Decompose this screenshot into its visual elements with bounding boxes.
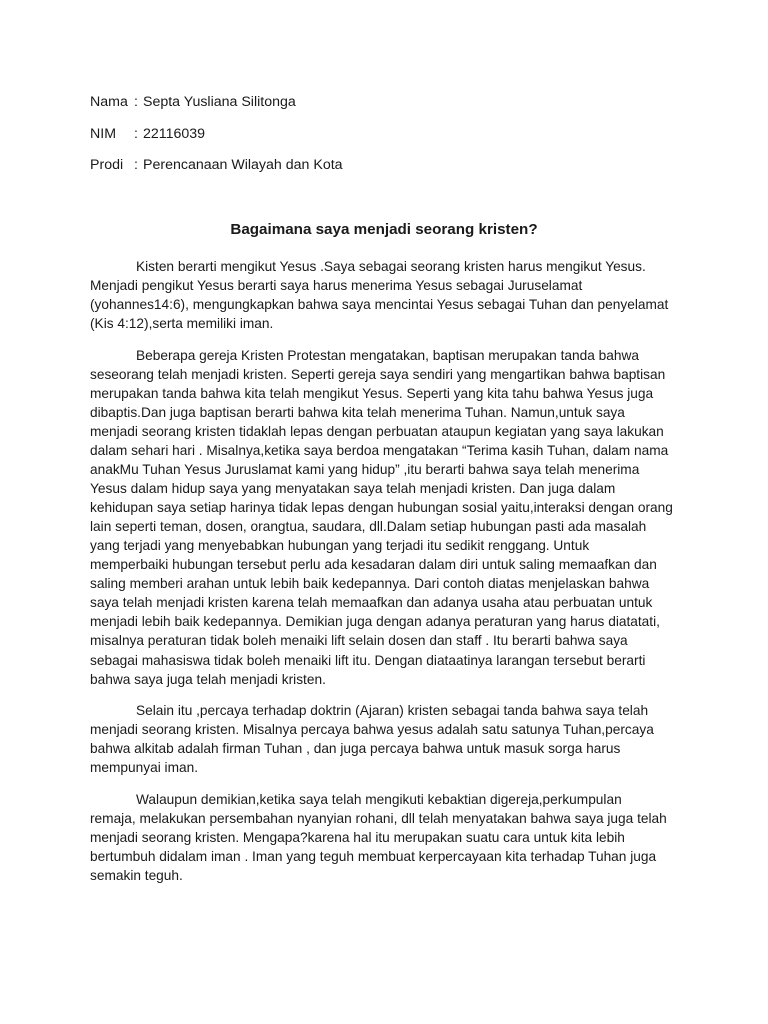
paragraph-line: kehidupan saya setiap harinya tidak lepas dengan hubungan sosial yaitu,interaksi dengan orang (90, 500, 673, 516)
paragraph-line: Beberapa gereja Kristen Protestan mengatakan, baptisan merupakan tanda bahwa (136, 347, 639, 363)
paragraph-line: anakMu Tuhan Yesus Juruslamat kami yang hidup” ,itu berarti bahwa saya telah menerima (90, 462, 640, 478)
prodi-label: Prodi (90, 157, 124, 173)
paragraph-line: saling memberi arahan untuk lebih baik kedepannya. Dari contoh diatas menjelaskan bahwa (90, 576, 650, 592)
paragraph-line: dalam sehari hari . Misalnya,ketika saya berdoa mengatakan “Terima kasih Tuhan, dalam nama (90, 443, 669, 459)
paragraph-line: remaja, melakukan persembahan nyanyian rohani, dll telah menyatakan bahwa saya juga telah (90, 811, 667, 827)
paragraph-line: dibaptis.Dan juga baptisan berarti bahwa kita telah menerima Tuhan. Namun,untuk saya (90, 404, 625, 420)
paragraph-line: bahwa saya juga telah menjadi kristen. (90, 671, 326, 687)
paragraph-line: yang terjadi yang menyebabkan hubungan yang terjadi itu sedikit renggang. Untuk (90, 538, 590, 554)
paragraph-line: menjadi seorang kristen. Misalnya percaya bahwa yesus adalah satu satunya Tuhan,percaya (90, 722, 654, 738)
name-row (90, 93, 650, 112)
paragraph-line: mempunyai iman. (90, 760, 199, 776)
paragraph-line: Selain itu ,percaya terhadap doktrin (Ajaran) kristen sebagai tanda bahwa saya telah (136, 703, 649, 719)
paragraph-line: saya telah menjadi kristen karena telah memaafkan dan adanya usaha atau perbuatan untuk (90, 595, 653, 611)
paragraph-line: Kisten berarti mengikut Yesus .Saya sebagai seorang kristen harus mengikut Yesus. (136, 259, 646, 274)
paragraph-4 (90, 790, 680, 885)
paragraph-line: seseorang telah menjadi kristen. Seperti gereja saya sendiri yang mengartikan bahwa baptisan (90, 366, 666, 382)
essay-body (90, 257, 680, 898)
paragraph-line: misalnya peraturan tidak boleh menaiki lift selain dosen dan staff . Itu berarti bahwa saya (90, 633, 628, 649)
nim-separator: : (134, 125, 138, 142)
nim-row (90, 125, 650, 144)
paragraph-1 (90, 257, 680, 333)
student-info-block (90, 93, 650, 188)
essay-title: Bagaimana saya menjadi seorang kristen? (230, 221, 538, 238)
paragraph-line: bertumbuh didalam iman . Iman yang teguh membuat kerpercayaan kita terhadap Tuhan juga (90, 849, 657, 865)
paragraph-line: bahwa alkitab adalah firman Tuhan , dan juga percaya bahwa untuk masuk sorga harus (90, 741, 621, 757)
paragraph-line: Yesus dalam hidup saya yang menyatakan saya telah menjadi kristen. Dan juga dalam (90, 481, 616, 497)
prodi-value: Perencanaan Wilayah dan Kota (143, 157, 343, 173)
paragraph-line: memperbaiki hubungan tersebut perlu ada kesadaran dalam diri untuk saling memaafkan dan (90, 557, 657, 573)
paragraph-line: semakin teguh. (90, 868, 183, 884)
prodi-separator: : (134, 157, 138, 173)
name-separator: : (134, 94, 138, 110)
nim-label: NIM (90, 125, 117, 142)
paragraph-line: sebagai mahasiswa tidak boleh menaiki lift itu. Dengan diataatinya larangan tersebut berarti (90, 652, 646, 668)
prodi-row (90, 156, 650, 175)
name-label: Nama (90, 94, 128, 110)
paragraph-line: (Kis 4:12),serta memiliki iman. (90, 316, 274, 332)
paragraph-line: menjadi seorang kristen tidaklah lepas dengan perbuatan ataupun kegiatan yang saya lakukan (90, 423, 664, 439)
paragraph-3 (90, 701, 680, 777)
paragraph-line: menjadi seorang kristen. Mengapa?karena hal itu merupakan suatu cara untuk kita lebih (90, 830, 625, 846)
name-value: Septa Yusliana Silitonga (143, 94, 296, 110)
nim-value: 22116039 (143, 125, 206, 142)
paragraph-line: merupakan tanda bahwa kita telah mengikut Yesus. Seperti yang kita tahu bahwa Yesus juga (90, 385, 654, 401)
paragraph-line: Walaupun demikian,ketika saya telah mengikuti kebaktian digereja,perkumpulan (136, 792, 622, 807)
paragraph-line: (yohannes14:6), mengungkapkan bahwa saya mencintai Yesus sebagai Tuhan dan penyelamat (90, 297, 669, 313)
paragraph-line: menjadi lebih baik kedepannya. Demikian juga dengan adanya peraturan yang harus diatatati, (90, 614, 660, 630)
paragraph-line: lain seperti teman, dosen, orangtua, saudara, dll.Dalam setiap hubungan pasti ada masalah (90, 519, 647, 535)
paragraph-2 (90, 346, 680, 689)
paragraph-line: Menjadi pengikut Yesus berarti saya harus menerima Yesus sebagai Juruselamat (90, 278, 583, 294)
